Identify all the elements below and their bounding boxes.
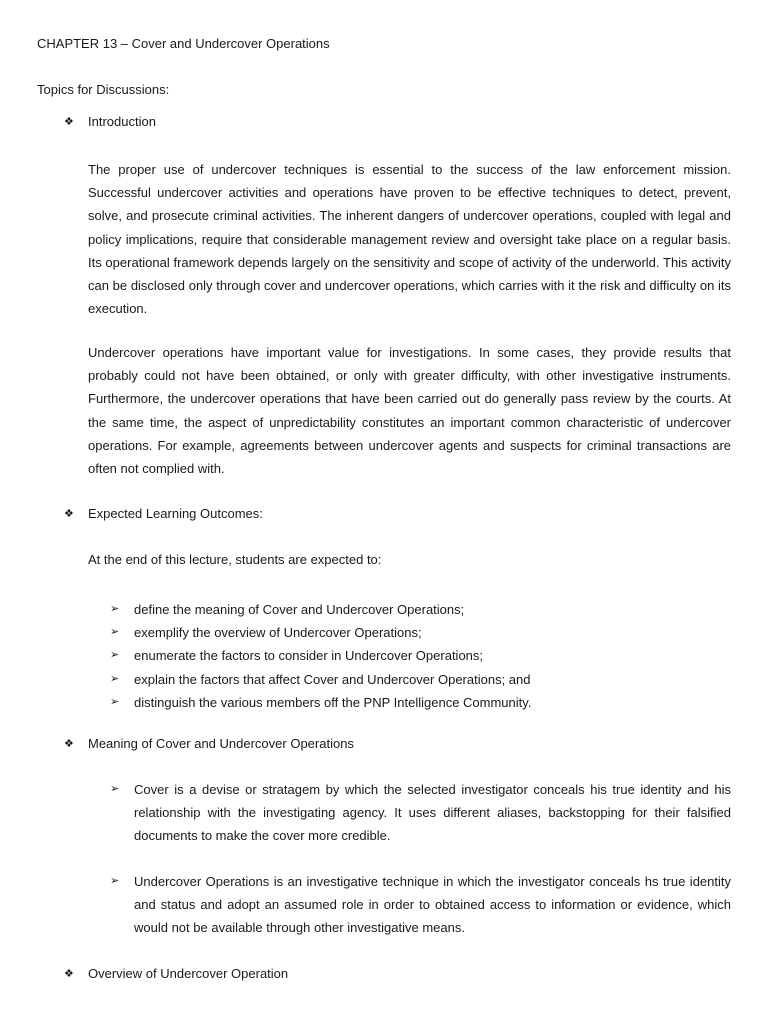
meaning-heading-text: Meaning of Cover and Undercover Operations xyxy=(88,736,354,751)
overview-heading-text: Overview of Undercover Operation xyxy=(88,966,289,981)
meaning-item-cover xyxy=(110,778,731,848)
meaning-item-undercover xyxy=(110,870,731,940)
arrow-bullet-icon: ➢ xyxy=(110,649,120,662)
chapter-title: CHAPTER 13 – Cover and Undercover Operations xyxy=(37,36,330,51)
list-item xyxy=(110,668,531,691)
topics-heading: Topics for Discussions: xyxy=(37,82,170,97)
outcomes-intro: At the end of this lecture, students are expected to: xyxy=(88,552,382,567)
outcome-text: exemplify the overview of Undercover Operations; xyxy=(134,625,422,641)
introduction-heading xyxy=(64,114,156,130)
diamond-bullet-icon: ❖ xyxy=(64,738,74,750)
outcome-text: explain the factors that affect Cover and Undercover Operations; and xyxy=(134,671,531,687)
list-item xyxy=(110,691,531,714)
list-item xyxy=(110,644,531,667)
diamond-bullet-icon: ❖ xyxy=(64,116,74,128)
arrow-bullet-icon: ➢ xyxy=(110,695,120,708)
outcome-text: enumerate the factors to consider in Undercover Operations; xyxy=(134,648,484,664)
arrow-bullet-icon: ➢ xyxy=(110,603,120,615)
meaning-item-text: Undercover Operations is an investigative technique in which the investigator conceals hs true identity and status and adopt an assumed role in order to obtained access to information or evidence, which would not be available through other investigative means. xyxy=(134,874,731,936)
outcomes-heading xyxy=(64,506,263,522)
diamond-bullet-icon: ❖ xyxy=(64,968,74,980)
outcome-text: define the meaning of Cover and Undercover Operations; xyxy=(134,602,465,617)
meaning-item-text: Cover is a devise or stratagem by which the selected investigator conceals his true identity and his relationship with the investigating agency. It uses different aliases, backstopping for their falsified documents to make the cover more credible. xyxy=(134,782,731,844)
arrow-bullet-icon: ➢ xyxy=(110,783,120,795)
introduction-paragraph-1: The proper use of undercover techniques is essential to the success of the law enforcement mission. Successful undercover activities and operations have proven to be effective techniques to detect, prevent, solve, and prosecute criminal activities. The inherent dangers of undercover operations, coupled with legal and policy implications, require that considerable management review and oversight take place on a regular basis. Its operational framework depends largely on the sensitivity and scope of activity of the underworld. This activity can be disclosed only through cover and undercover operations, which carries with it the risk and difficulty on its execution. xyxy=(88,162,731,317)
outcome-text: distinguish the various members off the PNP Intelligence Community. xyxy=(134,694,532,710)
list-item xyxy=(110,598,531,621)
arrow-bullet-icon: ➢ xyxy=(110,626,120,639)
arrow-bullet-icon: ➢ xyxy=(110,672,120,685)
list-item xyxy=(110,621,531,644)
outcomes-heading-text: Expected Learning Outcomes: xyxy=(88,506,263,521)
outcomes-list xyxy=(110,598,531,714)
overview-heading xyxy=(64,966,288,982)
meaning-heading xyxy=(64,736,354,752)
arrow-bullet-icon: ➢ xyxy=(110,875,120,887)
introduction-heading-text: Introduction xyxy=(88,114,156,129)
diamond-bullet-icon: ❖ xyxy=(64,508,74,520)
introduction-paragraph-2: Undercover operations have important value for investigations. In some cases, they provide results that probably could not have been obtained, or only with greater difficulty, with other investigative instruments. Furthermore, the undercover operations that have been carried out do generally pass review by the courts. At the same time, the aspect of unpredictability constitutes an important common characteristic of undercover operations. For example, agreements between undercover agents and suspects for criminal transactions are often not complied with. xyxy=(88,345,731,477)
